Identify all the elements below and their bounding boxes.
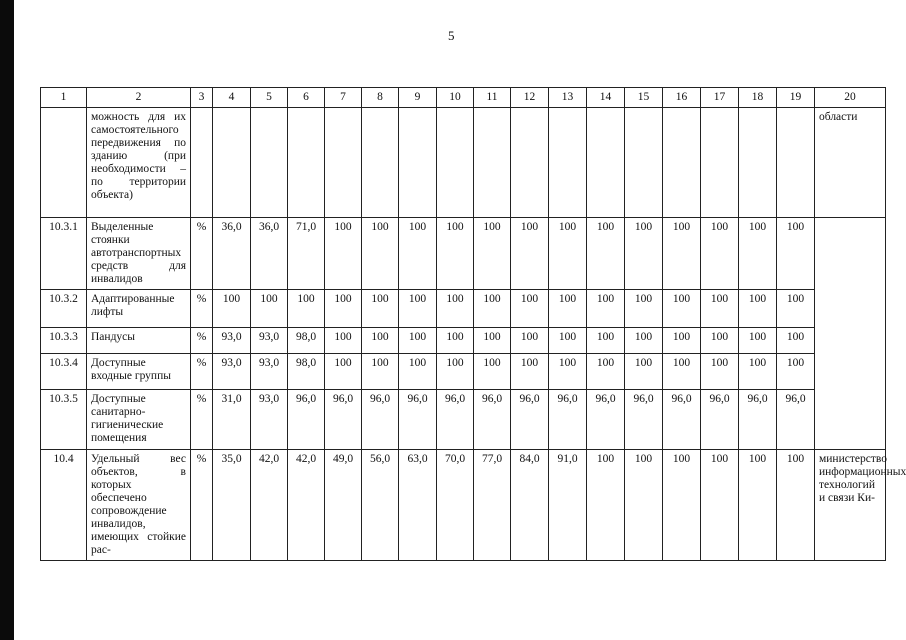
value-cell: 100: [474, 328, 511, 354]
column-header: 15: [625, 88, 663, 108]
row-name: Адаптированные лифты: [87, 290, 191, 328]
value-cell: [625, 108, 663, 218]
value-cell: 96,0: [701, 390, 739, 450]
value-cell: [777, 108, 815, 218]
value-cell: 100: [701, 290, 739, 328]
column-header: 18: [739, 88, 777, 108]
row-unit: %: [191, 450, 213, 561]
value-cell: 100: [663, 354, 701, 390]
value-cell: 100: [777, 328, 815, 354]
value-cell: 100: [625, 354, 663, 390]
row-code: 10.3.4: [41, 354, 87, 390]
column-header: 4: [213, 88, 251, 108]
value-cell: 98,0: [288, 328, 325, 354]
value-cell: 100: [587, 450, 625, 561]
value-cell: 35,0: [213, 450, 251, 561]
value-cell: 100: [625, 290, 663, 328]
value-cell: 96,0: [625, 390, 663, 450]
value-cell: 100: [625, 328, 663, 354]
column-header: 5: [251, 88, 288, 108]
column-header: 3: [191, 88, 213, 108]
value-cell: 100: [511, 328, 549, 354]
value-cell: [587, 108, 625, 218]
value-cell: [511, 108, 549, 218]
value-cell: [549, 108, 587, 218]
value-cell: 100: [399, 328, 437, 354]
value-cell: 100: [474, 354, 511, 390]
column-header: 13: [549, 88, 587, 108]
value-cell: 71,0: [288, 218, 325, 290]
column-header: 7: [325, 88, 362, 108]
indicators-table: [40, 87, 906, 561]
value-cell: 100: [511, 354, 549, 390]
value-cell: 100: [663, 218, 701, 290]
value-cell: 42,0: [251, 450, 288, 561]
value-cell: 100: [325, 354, 362, 390]
value-cell: 100: [511, 218, 549, 290]
row-unit: %: [191, 354, 213, 390]
value-cell: 100: [587, 354, 625, 390]
value-cell: 93,0: [251, 328, 288, 354]
value-cell: 100: [739, 354, 777, 390]
column-header: 2: [87, 88, 191, 108]
value-cell: 100: [362, 218, 399, 290]
table-row: [41, 290, 886, 328]
value-cell: 100: [777, 450, 815, 561]
value-cell: 100: [325, 218, 362, 290]
value-cell: [288, 108, 325, 218]
value-cell: 100: [362, 328, 399, 354]
value-cell: 100: [362, 290, 399, 328]
value-cell: 100: [739, 218, 777, 290]
value-cell: 96,0: [587, 390, 625, 450]
value-cell: 100: [701, 450, 739, 561]
value-cell: [701, 108, 739, 218]
value-cell: [191, 108, 213, 218]
table-row: [41, 390, 886, 450]
value-cell: 100: [739, 290, 777, 328]
value-cell: 63,0: [399, 450, 437, 561]
value-cell: 31,0: [213, 390, 251, 450]
table-body: [41, 88, 906, 561]
row-code: [41, 108, 87, 218]
value-cell: 100: [437, 328, 474, 354]
value-cell: 36,0: [213, 218, 251, 290]
column-header: 20: [815, 88, 886, 108]
row-code: 10.4: [41, 450, 87, 561]
value-cell: 100: [251, 290, 288, 328]
value-cell: 100: [437, 354, 474, 390]
value-cell: [251, 108, 288, 218]
responsible-cell: [815, 218, 886, 450]
value-cell: 96,0: [511, 390, 549, 450]
value-cell: 100: [288, 290, 325, 328]
value-cell: 91,0: [549, 450, 587, 561]
value-cell: 100: [399, 354, 437, 390]
row-name: Удельный вес объектов, в которых обеспечено сопровождение инвалидов, имеющих стойкие рас-: [87, 450, 191, 561]
value-cell: 49,0: [325, 450, 362, 561]
row-code: 10.3.1: [41, 218, 87, 290]
value-cell: [213, 108, 251, 218]
value-cell: 96,0: [325, 390, 362, 450]
row-unit: %: [191, 328, 213, 354]
value-cell: 100: [213, 290, 251, 328]
value-cell: 100: [701, 328, 739, 354]
row-name: Выделенные стоянки автотранспортных средств для инвалидов: [87, 218, 191, 290]
value-cell: 100: [325, 290, 362, 328]
table-row: [41, 108, 886, 218]
column-header: 9: [399, 88, 437, 108]
value-cell: 96,0: [777, 390, 815, 450]
value-cell: [399, 108, 437, 218]
column-header: 12: [511, 88, 549, 108]
column-header: 8: [362, 88, 399, 108]
value-cell: [437, 108, 474, 218]
value-cell: 100: [474, 218, 511, 290]
value-cell: 100: [549, 328, 587, 354]
value-cell: 96,0: [663, 390, 701, 450]
value-cell: [739, 108, 777, 218]
row-code: 10.3.5: [41, 390, 87, 450]
column-header: 11: [474, 88, 511, 108]
responsible-cell: области: [815, 108, 886, 218]
value-cell: 100: [701, 354, 739, 390]
value-cell: 96,0: [437, 390, 474, 450]
row-unit: %: [191, 390, 213, 450]
value-cell: 100: [437, 290, 474, 328]
value-cell: 100: [701, 218, 739, 290]
value-cell: 100: [511, 290, 549, 328]
table-row: [41, 354, 886, 390]
value-cell: 100: [739, 328, 777, 354]
value-cell: 70,0: [437, 450, 474, 561]
value-cell: 100: [625, 450, 663, 561]
value-cell: 98,0: [288, 354, 325, 390]
row-name: Пандусы: [87, 328, 191, 354]
value-cell: 100: [399, 218, 437, 290]
table-row: [41, 328, 886, 354]
column-header: 14: [587, 88, 625, 108]
value-cell: [663, 108, 701, 218]
value-cell: 100: [777, 354, 815, 390]
value-cell: [325, 108, 362, 218]
table-row: [41, 218, 886, 290]
page-number: 5: [448, 28, 455, 43]
value-cell: 100: [399, 290, 437, 328]
value-cell: 93,0: [213, 354, 251, 390]
value-cell: 100: [549, 290, 587, 328]
value-cell: 100: [777, 218, 815, 290]
value-cell: 100: [587, 218, 625, 290]
header-row: [41, 88, 886, 108]
value-cell: 93,0: [251, 354, 288, 390]
value-cell: 84,0: [511, 450, 549, 561]
column-header: 19: [777, 88, 815, 108]
row-code: 10.3.3: [41, 328, 87, 354]
value-cell: 100: [474, 290, 511, 328]
value-cell: 100: [663, 290, 701, 328]
responsible-cell: министерство информационных технологий и связи Ки-: [815, 450, 886, 561]
value-cell: 100: [437, 218, 474, 290]
column-header: 1: [41, 88, 87, 108]
value-cell: 93,0: [213, 328, 251, 354]
row-name: можность для их самостоятельного передвижения по зданию (при необходимости – по территории объекта): [87, 108, 191, 218]
value-cell: 100: [325, 328, 362, 354]
row-name: Доступные санитарно-гигиенические помещения: [87, 390, 191, 450]
value-cell: 100: [663, 450, 701, 561]
value-cell: 100: [587, 290, 625, 328]
value-cell: 100: [663, 328, 701, 354]
value-cell: 93,0: [251, 390, 288, 450]
column-header: 16: [663, 88, 701, 108]
value-cell: 100: [362, 354, 399, 390]
value-cell: 42,0: [288, 450, 325, 561]
value-cell: 100: [587, 328, 625, 354]
scan-edge: [0, 0, 14, 640]
value-cell: 100: [777, 290, 815, 328]
value-cell: 36,0: [251, 218, 288, 290]
value-cell: 100: [739, 450, 777, 561]
row-unit: %: [191, 218, 213, 290]
value-cell: 96,0: [362, 390, 399, 450]
value-cell: 77,0: [474, 450, 511, 561]
column-header: 6: [288, 88, 325, 108]
value-cell: 96,0: [288, 390, 325, 450]
value-cell: 96,0: [399, 390, 437, 450]
value-cell: 100: [625, 218, 663, 290]
value-cell: 96,0: [549, 390, 587, 450]
row-unit: %: [191, 290, 213, 328]
column-header: 17: [701, 88, 739, 108]
row-name: Доступные входные группы: [87, 354, 191, 390]
value-cell: 100: [549, 354, 587, 390]
value-cell: [474, 108, 511, 218]
value-cell: 100: [549, 218, 587, 290]
value-cell: 96,0: [739, 390, 777, 450]
table-row: [41, 450, 886, 561]
value-cell: [362, 108, 399, 218]
value-cell: 96,0: [474, 390, 511, 450]
column-header: 10: [437, 88, 474, 108]
value-cell: 56,0: [362, 450, 399, 561]
row-code: 10.3.2: [41, 290, 87, 328]
